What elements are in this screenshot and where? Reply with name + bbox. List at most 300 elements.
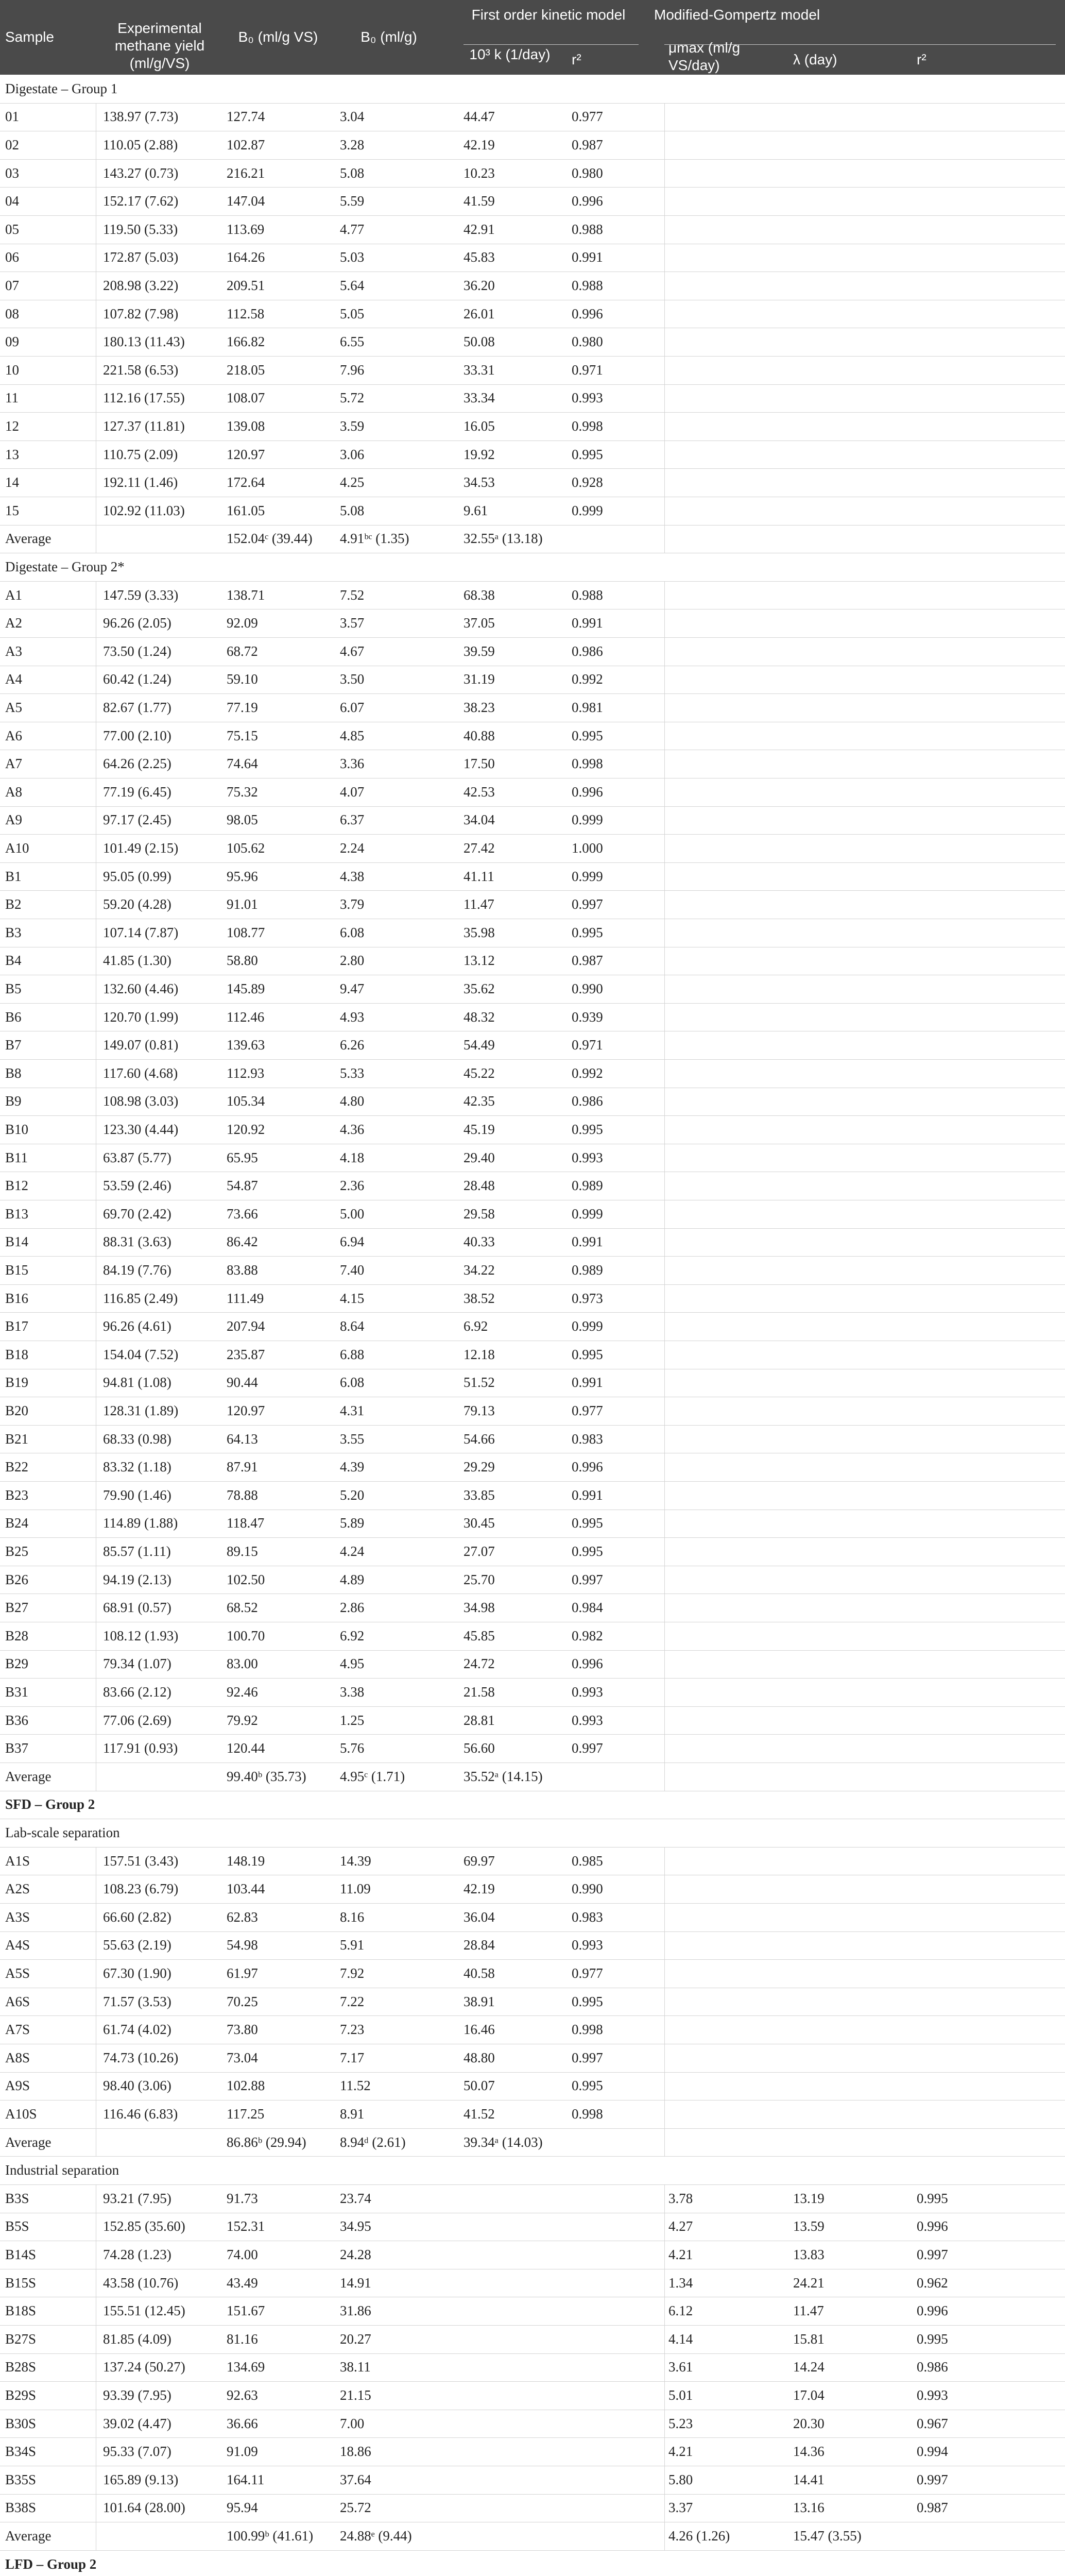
cell-experimental-yield [103, 1762, 221, 1791]
cell-b0: 151.67 [227, 2303, 265, 2319]
cell-lambda [793, 1875, 906, 1903]
cell-r2: 0.997 [572, 1740, 603, 1756]
cell-r2 [572, 2325, 654, 2353]
cell-b0-sd: 4.25 [340, 474, 365, 490]
cell-r2: 0.996 [572, 784, 603, 800]
cell-mu-max [668, 328, 787, 356]
cell-r2: 0.995 [572, 1993, 603, 2009]
cell-k: 42.35 [463, 1093, 495, 1109]
table-row [0, 272, 1065, 300]
cell-mu-max [668, 1650, 787, 1679]
cell-b0: 68.52 [227, 1600, 258, 1616]
cell-r2: 0.991 [572, 615, 603, 631]
cell-experimental-yield: 79.90 (1.46) [103, 1487, 171, 1503]
cell-experimental-yield: 138.97 (7.73) [103, 109, 179, 125]
cell-b0-sd: 11.52 [340, 2078, 371, 2094]
cell-r2: 0.939 [572, 1009, 603, 1025]
cell-experimental-yield: 66.60 (2.82) [103, 1909, 171, 1925]
cell-lambda [793, 187, 906, 215]
cell-r2-gompertz [917, 1762, 1020, 1791]
cell-k: 33.31 [463, 362, 495, 378]
cell-experimental-yield: 132.60 (4.46) [103, 980, 179, 996]
cell-r2-gompertz [917, 244, 1020, 272]
cell-mu-max [668, 1678, 787, 1706]
cell-k: 42.91 [463, 221, 495, 237]
cell-b0: 86.86ᵇ (29.94) [227, 2134, 306, 2150]
cell-k: 54.49 [463, 1037, 495, 1053]
cell-r2-gompertz [917, 2522, 1020, 2550]
cell-r2 [572, 2522, 654, 2550]
table-row [0, 1088, 1065, 1116]
cell-r2-gompertz [917, 1959, 1020, 1988]
cell-mu-max [668, 215, 787, 244]
cell-sample: B20 [5, 1402, 29, 1418]
cell-experimental-yield [103, 2128, 221, 2157]
cell-lambda [793, 1312, 906, 1341]
cell-experimental-yield: 98.40 (3.06) [103, 2078, 171, 2094]
cell-k: 48.80 [463, 2049, 495, 2065]
cell-k: 6.92 [463, 1318, 488, 1334]
cell-experimental-yield [103, 2522, 221, 2550]
cell-sample: 06 [5, 249, 19, 265]
cell-experimental-yield: 77.00 (2.10) [103, 727, 171, 743]
cell-b0-sd: 5.08 [340, 165, 365, 181]
cell-b0: 65.95 [227, 1149, 258, 1165]
cell-lambda: 24.21 [793, 2275, 824, 2291]
cell-r2-gompertz [917, 1425, 1020, 1453]
cell-r2-gompertz [917, 1903, 1020, 1931]
cell-r2-gompertz [917, 778, 1020, 806]
cell-k [463, 2437, 561, 2466]
cell-b0: 87.91 [227, 1459, 258, 1475]
table-row [0, 1228, 1065, 1257]
table-row [0, 1425, 1065, 1454]
cell-lambda [793, 1481, 906, 1510]
cell-k: 28.81 [463, 1712, 495, 1728]
table-row [0, 103, 1065, 132]
cell-lambda [793, 103, 906, 131]
cell-experimental-yield: 112.16 (17.55) [103, 390, 185, 406]
header-r2: r² [572, 52, 581, 67]
cell-b0-sd: 34.95 [340, 2218, 371, 2234]
cell-b0: 120.92 [227, 1121, 265, 1137]
cell-b0: 164.26 [227, 249, 265, 265]
cell-sample: 14 [5, 474, 19, 490]
cell-sample: B29 [5, 1656, 29, 1672]
cell-experimental-yield: 96.26 (2.05) [103, 615, 171, 631]
cell-r2: 0.990 [572, 1881, 603, 1897]
cell-b0: 164.11 [227, 2471, 265, 2487]
cell-b0-sd: 3.57 [340, 615, 365, 631]
cell-r2: 0.977 [572, 109, 603, 125]
cell-b0-sd: 6.26 [340, 1037, 365, 1053]
cell-r2: 1.000 [572, 840, 603, 856]
table-row [0, 2100, 1065, 2129]
table-row [0, 1988, 1065, 2016]
cell-k: 39.34ᵃ (14.03) [463, 2134, 543, 2150]
cell-b0-sd: 37.64 [340, 2471, 371, 2487]
cell-mu-max [668, 1453, 787, 1481]
cell-r2-gompertz [917, 750, 1020, 778]
table-row [0, 356, 1065, 385]
cell-b0-sd: 4.91ᵇᶜ (1.35) [340, 531, 409, 547]
cell-experimental-yield: 63.87 (5.77) [103, 1149, 171, 1165]
cell-lambda [793, 1678, 906, 1706]
cell-r2: 0.999 [572, 502, 603, 518]
table-row [0, 693, 1065, 722]
cell-r2: 0.993 [572, 390, 603, 406]
cell-b0-sd: 7.40 [340, 1262, 365, 1278]
cell-b0: 100.99ᵇ (41.61) [227, 2528, 314, 2544]
cell-b0-sd: 4.77 [340, 221, 365, 237]
cell-r2: 0.986 [572, 1093, 603, 1109]
cell-r2: 0.995 [572, 446, 603, 462]
cell-k: 33.85 [463, 1487, 495, 1503]
cell-k: 16.05 [463, 418, 495, 434]
cell-sample: 15 [5, 502, 19, 518]
cell-k: 11.47 [463, 896, 494, 912]
cell-b0-sd: 2.80 [340, 953, 365, 969]
cell-mu-max [668, 1594, 787, 1622]
cell-experimental-yield: 60.42 (1.24) [103, 671, 171, 687]
table-row [0, 1622, 1065, 1651]
cell-r2: 0.995 [572, 2078, 603, 2094]
cell-sample: A1 [5, 587, 22, 603]
table-row [0, 1706, 1065, 1735]
table-row [0, 2241, 1065, 2269]
cell-b0: 90.44 [227, 1375, 258, 1391]
cell-experimental-yield: 74.73 (10.26) [103, 2049, 179, 2065]
cell-r2-gompertz [917, 159, 1020, 188]
cell-b0-sd: 18.86 [340, 2444, 371, 2460]
cell-mu-max [668, 384, 787, 413]
cell-k: 24.72 [463, 1656, 495, 1672]
cell-r2-gompertz [917, 2044, 1020, 2072]
cell-experimental-yield: 102.92 (11.03) [103, 502, 185, 518]
cell-k: 41.52 [463, 2106, 495, 2122]
cell-sample: 11 [5, 390, 19, 406]
cell-lambda [793, 834, 906, 862]
cell-r2: 0.995 [572, 1346, 603, 1362]
cell-lambda: 11.47 [793, 2303, 824, 2319]
cell-lambda: 17.04 [793, 2387, 824, 2403]
cell-r2-gompertz [917, 440, 1020, 469]
cell-k: 34.98 [463, 1600, 495, 1616]
cell-k: 26.01 [463, 306, 495, 321]
cell-b0: 172.64 [227, 474, 265, 490]
cell-lambda: 15.81 [793, 2331, 824, 2347]
cell-r2-gompertz [917, 1088, 1020, 1116]
cell-sample: A7 [5, 756, 22, 772]
cell-mu-max [668, 272, 787, 300]
cell-mu-max [668, 1847, 787, 1875]
section-header-row [0, 75, 1065, 104]
cell-b0-sd: 4.36 [340, 1121, 365, 1137]
table-row [0, 215, 1065, 244]
cell-experimental-yield: 149.07 (0.81) [103, 1037, 179, 1053]
cell-b0: 86.42 [227, 1234, 258, 1250]
cell-b0-sd: 4.93 [340, 1009, 365, 1025]
cell-r2-gompertz [917, 525, 1020, 553]
cell-b0-sd: 6.08 [340, 924, 365, 940]
cell-k: 33.34 [463, 390, 495, 406]
cell-k: 36.04 [463, 1909, 495, 1925]
cell-b0: 112.93 [227, 1065, 265, 1081]
cell-r2: 0.993 [572, 1684, 603, 1700]
cell-lambda [793, 1734, 906, 1762]
cell-r2-gompertz [917, 806, 1020, 835]
cell-experimental-yield: 83.32 (1.18) [103, 1459, 171, 1475]
cell-k: 30.45 [463, 1515, 495, 1531]
cell-k: 42.19 [463, 1881, 495, 1897]
cell-experimental-yield: 152.17 (7.62) [103, 193, 179, 209]
cell-r2: 0.995 [572, 1121, 603, 1137]
cell-r2-gompertz [917, 1510, 1020, 1538]
cell-mu-max [668, 244, 787, 272]
cell-b0: 54.98 [227, 1937, 258, 1953]
cell-r2 [572, 2437, 654, 2466]
cell-sample: B36 [5, 1712, 29, 1728]
cell-experimental-yield: 110.75 (2.09) [103, 446, 178, 462]
cell-mu-max [668, 1003, 787, 1031]
cell-r2-gompertz [917, 1059, 1020, 1088]
cell-sample: B35S [5, 2471, 37, 2487]
cell-lambda [793, 1088, 906, 1116]
cell-lambda [793, 1369, 906, 1397]
cell-k: 29.40 [463, 1149, 495, 1165]
header-k: 10³ k (1/day) [469, 46, 551, 62]
cell-lambda: 13.83 [793, 2246, 824, 2262]
cell-mu-max [668, 890, 787, 919]
cell-r2 [572, 2466, 654, 2494]
table-row [0, 1931, 1065, 1960]
cell-r2-gompertz [917, 1172, 1020, 1200]
table-row [0, 328, 1065, 357]
cell-b0: 95.96 [227, 868, 258, 884]
cell-sample: 08 [5, 306, 19, 321]
table-row [0, 2494, 1065, 2523]
cell-b0: 95.94 [227, 2500, 258, 2516]
cell-experimental-yield: 74.28 (1.23) [103, 2246, 171, 2262]
cell-r2-gompertz: 0.987 [917, 2500, 948, 2516]
section-label: LFD – Group 2 [5, 2556, 97, 2572]
cell-sample: B27 [5, 1600, 29, 1616]
table-row [0, 187, 1065, 216]
cell-experimental-yield: 93.39 (7.95) [103, 2387, 171, 2403]
average-row [0, 2128, 1065, 2157]
cell-lambda [793, 300, 906, 328]
cell-lambda: 13.59 [793, 2218, 824, 2234]
table-row [0, 440, 1065, 469]
cell-r2-gompertz [917, 1228, 1020, 1257]
cell-b0-sd: 6.92 [340, 1628, 365, 1643]
cell-k [463, 2410, 561, 2438]
cell-r2-gompertz [917, 1256, 1020, 1284]
cell-r2: 0.998 [572, 2106, 603, 2122]
cell-b0-sd: 6.88 [340, 1346, 365, 1362]
cell-lambda [793, 581, 906, 609]
table-row [0, 1284, 1065, 1313]
cell-r2-gompertz [917, 1312, 1020, 1341]
cell-r2-gompertz: 0.996 [917, 2303, 948, 2319]
cell-b0-sd: 5.91 [340, 1937, 365, 1953]
cell-r2: 0.977 [572, 1965, 603, 1981]
cell-b0: 134.69 [227, 2359, 265, 2375]
cell-mu-max [668, 1425, 787, 1453]
table-row [0, 1875, 1065, 1904]
cell-sample: B34S [5, 2444, 37, 2460]
cell-sample: B23 [5, 1487, 29, 1503]
cell-b0: 83.00 [227, 1656, 258, 1672]
cell-sample: A2 [5, 615, 22, 631]
cell-r2: 0.989 [572, 1262, 603, 1278]
cell-sample: B25 [5, 1543, 29, 1559]
cell-r2: 0.991 [572, 1487, 603, 1503]
cell-lambda [793, 1453, 906, 1481]
cell-r2: 0.992 [572, 671, 603, 687]
cell-sample: A5 [5, 699, 22, 715]
cell-r2: 0.998 [572, 418, 603, 434]
cell-k: 35.62 [463, 980, 495, 996]
cell-mu-max [668, 1088, 787, 1116]
cell-sample: A4S [5, 1937, 30, 1953]
cell-r2-gompertz [917, 666, 1020, 694]
section-header-row [0, 1791, 1065, 1820]
cell-b0: 108.77 [227, 924, 265, 940]
cell-r2: 0.988 [572, 587, 603, 603]
cell-k: 50.08 [463, 334, 495, 350]
cell-r2-gompertz [917, 187, 1020, 215]
cell-r2: 0.980 [572, 165, 603, 181]
cell-mu-max [668, 862, 787, 891]
cell-sample: A8 [5, 784, 22, 800]
cell-lambda [793, 468, 906, 497]
cell-experimental-yield: 77.06 (2.69) [103, 1712, 171, 1728]
cell-k: 48.32 [463, 1009, 495, 1025]
cell-b0-sd: 8.94ᵈ (2.61) [340, 2134, 406, 2150]
cell-k [463, 2522, 561, 2550]
cell-lambda [793, 1510, 906, 1538]
cell-k [463, 2269, 561, 2297]
cell-lambda [793, 2044, 906, 2072]
cell-mu-max: 3.37 [668, 2500, 693, 2516]
cell-b0-sd: 4.80 [340, 1093, 365, 1109]
cell-mu-max [668, 1312, 787, 1341]
cell-b0: 83.88 [227, 1262, 258, 1278]
cell-sample: B11 [5, 1149, 28, 1165]
cell-r2-gompertz [917, 497, 1020, 525]
table-row [0, 2353, 1065, 2382]
cell-b0-sd: 1.25 [340, 1712, 365, 1728]
cell-k: 21.58 [463, 1684, 495, 1700]
cell-r2-gompertz [917, 1031, 1020, 1059]
cell-k: 28.48 [463, 1178, 495, 1194]
cell-b0-sd: 4.67 [340, 643, 365, 659]
cell-experimental-yield: 94.81 (1.08) [103, 1375, 171, 1391]
cell-sample: B30S [5, 2415, 37, 2431]
cell-k: 17.50 [463, 756, 495, 772]
cell-r2: 0.988 [572, 221, 603, 237]
table-row [0, 1959, 1065, 1988]
cell-experimental-yield: 108.23 (6.79) [103, 1881, 179, 1897]
cell-k [463, 2353, 561, 2382]
section-label: Industrial separation [5, 2162, 119, 2178]
cell-r2-gompertz [917, 1988, 1020, 2016]
cell-sample: B15 [5, 1262, 29, 1278]
cell-r2-gompertz [917, 131, 1020, 159]
cell-r2: 0.998 [572, 2022, 603, 2038]
cell-sample: Average [5, 531, 51, 547]
cell-k: 45.83 [463, 249, 495, 265]
cell-sample: B15S [5, 2275, 37, 2291]
cell-experimental-yield: 192.11 (1.46) [103, 474, 178, 490]
cell-mu-max [668, 1903, 787, 1931]
cell-sample: B31 [5, 1684, 29, 1700]
table-row [0, 834, 1065, 863]
cell-sample: Average [5, 1768, 51, 1784]
cell-r2-gompertz [917, 1706, 1020, 1735]
cell-k: 42.19 [463, 137, 495, 152]
cell-r2-gompertz [917, 1650, 1020, 1679]
cell-b0: 139.63 [227, 1037, 265, 1053]
cell-r2-gompertz: 0.986 [917, 2359, 948, 2375]
cell-k [463, 2381, 561, 2410]
cell-experimental-yield: 84.19 (7.76) [103, 1262, 171, 1278]
cell-sample: B28S [5, 2359, 37, 2375]
cell-mu-max [668, 1369, 787, 1397]
table-row [0, 1200, 1065, 1229]
table-row [0, 131, 1065, 160]
cell-experimental-yield: 64.26 (2.25) [103, 756, 171, 772]
cell-experimental-yield: 117.91 (0.93) [103, 1740, 178, 1756]
table-row [0, 2410, 1065, 2438]
cell-k: 54.66 [463, 1431, 495, 1447]
cell-k: 45.19 [463, 1121, 495, 1137]
cell-b0: 79.92 [227, 1712, 258, 1728]
cell-mu-max [668, 2072, 787, 2100]
cell-experimental-yield: 81.85 (4.09) [103, 2331, 171, 2347]
cell-r2: 0.996 [572, 1459, 603, 1475]
cell-b0: 92.09 [227, 615, 258, 631]
cell-k: 25.70 [463, 1571, 495, 1587]
table-row [0, 468, 1065, 497]
cell-r2 [572, 2213, 654, 2241]
table-row [0, 300, 1065, 329]
cell-b0-sd: 2.36 [340, 1178, 365, 1194]
cell-r2 [572, 1762, 654, 1791]
cell-experimental-yield: 208.98 (3.22) [103, 277, 179, 293]
cell-r2-gompertz: 0.997 [917, 2471, 948, 2487]
cell-mu-max [668, 778, 787, 806]
cell-r2-gompertz [917, 947, 1020, 975]
table-row [0, 778, 1065, 807]
cell-experimental-yield: 101.64 (28.00) [103, 2500, 185, 2516]
cell-sample: 03 [5, 165, 19, 181]
cell-r2: 0.987 [572, 953, 603, 969]
cell-b0: 59.10 [227, 671, 258, 687]
table-row [0, 1312, 1065, 1341]
table-row [0, 1397, 1065, 1426]
cell-lambda [793, 1988, 906, 2016]
cell-k: 27.07 [463, 1543, 495, 1559]
cell-experimental-yield: 77.19 (6.45) [103, 784, 171, 800]
cell-experimental-yield: 120.70 (1.99) [103, 1009, 179, 1025]
cell-sample: 05 [5, 221, 19, 237]
cell-mu-max [668, 722, 787, 750]
cell-sample: A9 [5, 812, 22, 828]
cell-sample: B8 [5, 1065, 22, 1081]
cell-lambda [793, 215, 906, 244]
